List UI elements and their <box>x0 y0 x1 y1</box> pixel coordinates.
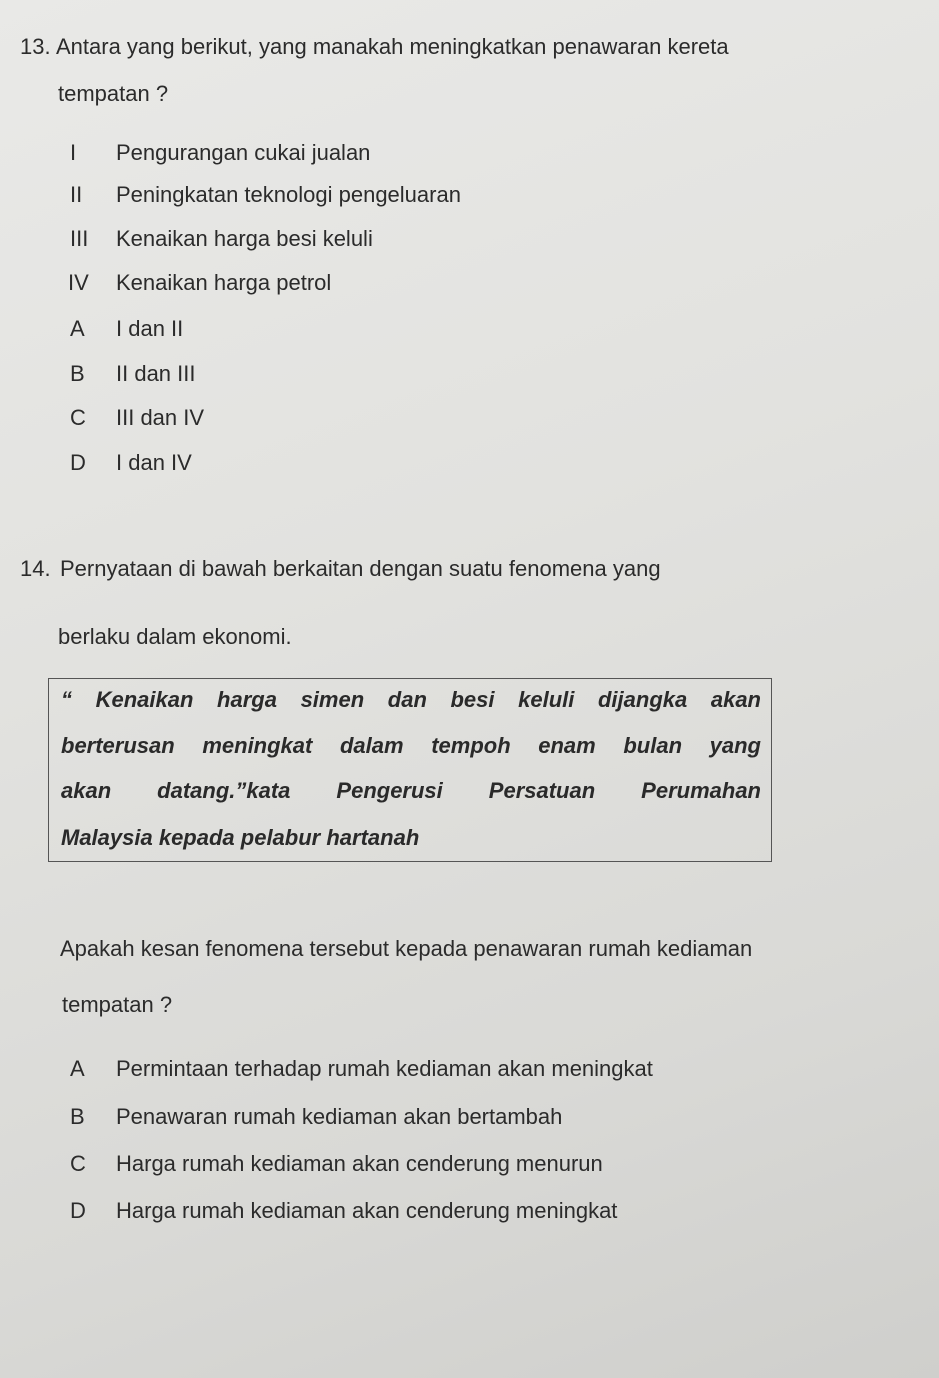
option-letter: B <box>70 361 85 386</box>
statement-text: Peningkatan teknologi pengeluaran <box>116 182 461 207</box>
question-14-prompt-line2: tempatan ? <box>62 992 173 1017</box>
option-letter: C <box>70 1151 86 1176</box>
option-text: Permintaan terhadap rumah kediaman akan meningkat <box>116 1056 653 1081</box>
statement-roman: I <box>70 140 77 165</box>
option-letter: B <box>70 1104 85 1129</box>
option-letter: D <box>70 1198 86 1223</box>
question-14-prompt-line1: Apakah kesan fenomena tersebut kepada penawaran rumah kediaman <box>60 936 753 961</box>
option-letter: A <box>70 1056 85 1081</box>
option-text: I dan IV <box>116 450 192 475</box>
question-13-stem-line1: Antara yang berikut, yang manakah meningkatkan penawaran kereta <box>56 34 729 59</box>
question-13-number: 13. <box>20 34 51 59</box>
option-letter: D <box>70 450 86 475</box>
option-letter: C <box>70 405 86 430</box>
option-text: Penawaran rumah kediaman akan bertambah <box>116 1104 563 1129</box>
statement-text: Kenaikan harga petrol <box>116 270 332 295</box>
quote-line: akan datang.”kata Pengerusi Persatuan Perumahan <box>61 778 761 803</box>
question-14-number: 14. <box>20 556 51 581</box>
quote-line: berterusan meningkat dalam tempoh enam bulan yang <box>61 733 761 758</box>
question-13-stem-line2: tempatan ? <box>58 81 169 106</box>
statement-roman: IV <box>68 270 89 295</box>
option-text: Harga rumah kediaman akan cenderung meningkat <box>116 1198 618 1223</box>
question-14-stem-line1: Pernyataan di bawah berkaitan dengan suatu fenomena yang <box>60 556 661 581</box>
option-text: I dan II <box>116 316 184 341</box>
statement-text: Kenaikan harga besi keluli <box>116 226 373 251</box>
statement-roman: III <box>70 226 89 251</box>
option-text: II dan III <box>116 361 196 386</box>
quote-line: “ Kenaikan harga simen dan besi keluli dijangka akan <box>61 687 761 712</box>
statement-text: Pengurangan cukai jualan <box>116 140 371 165</box>
option-text: Harga rumah kediaman akan cenderung menurun <box>116 1151 603 1176</box>
question-14-stem-line2: berlaku dalam ekonomi. <box>58 624 292 649</box>
quote-line: Malaysia kepada pelabur hartanah <box>61 825 420 850</box>
option-letter: A <box>70 316 85 341</box>
option-text: III dan IV <box>116 405 205 430</box>
statement-roman: II <box>70 182 83 207</box>
quote-box <box>48 678 772 862</box>
